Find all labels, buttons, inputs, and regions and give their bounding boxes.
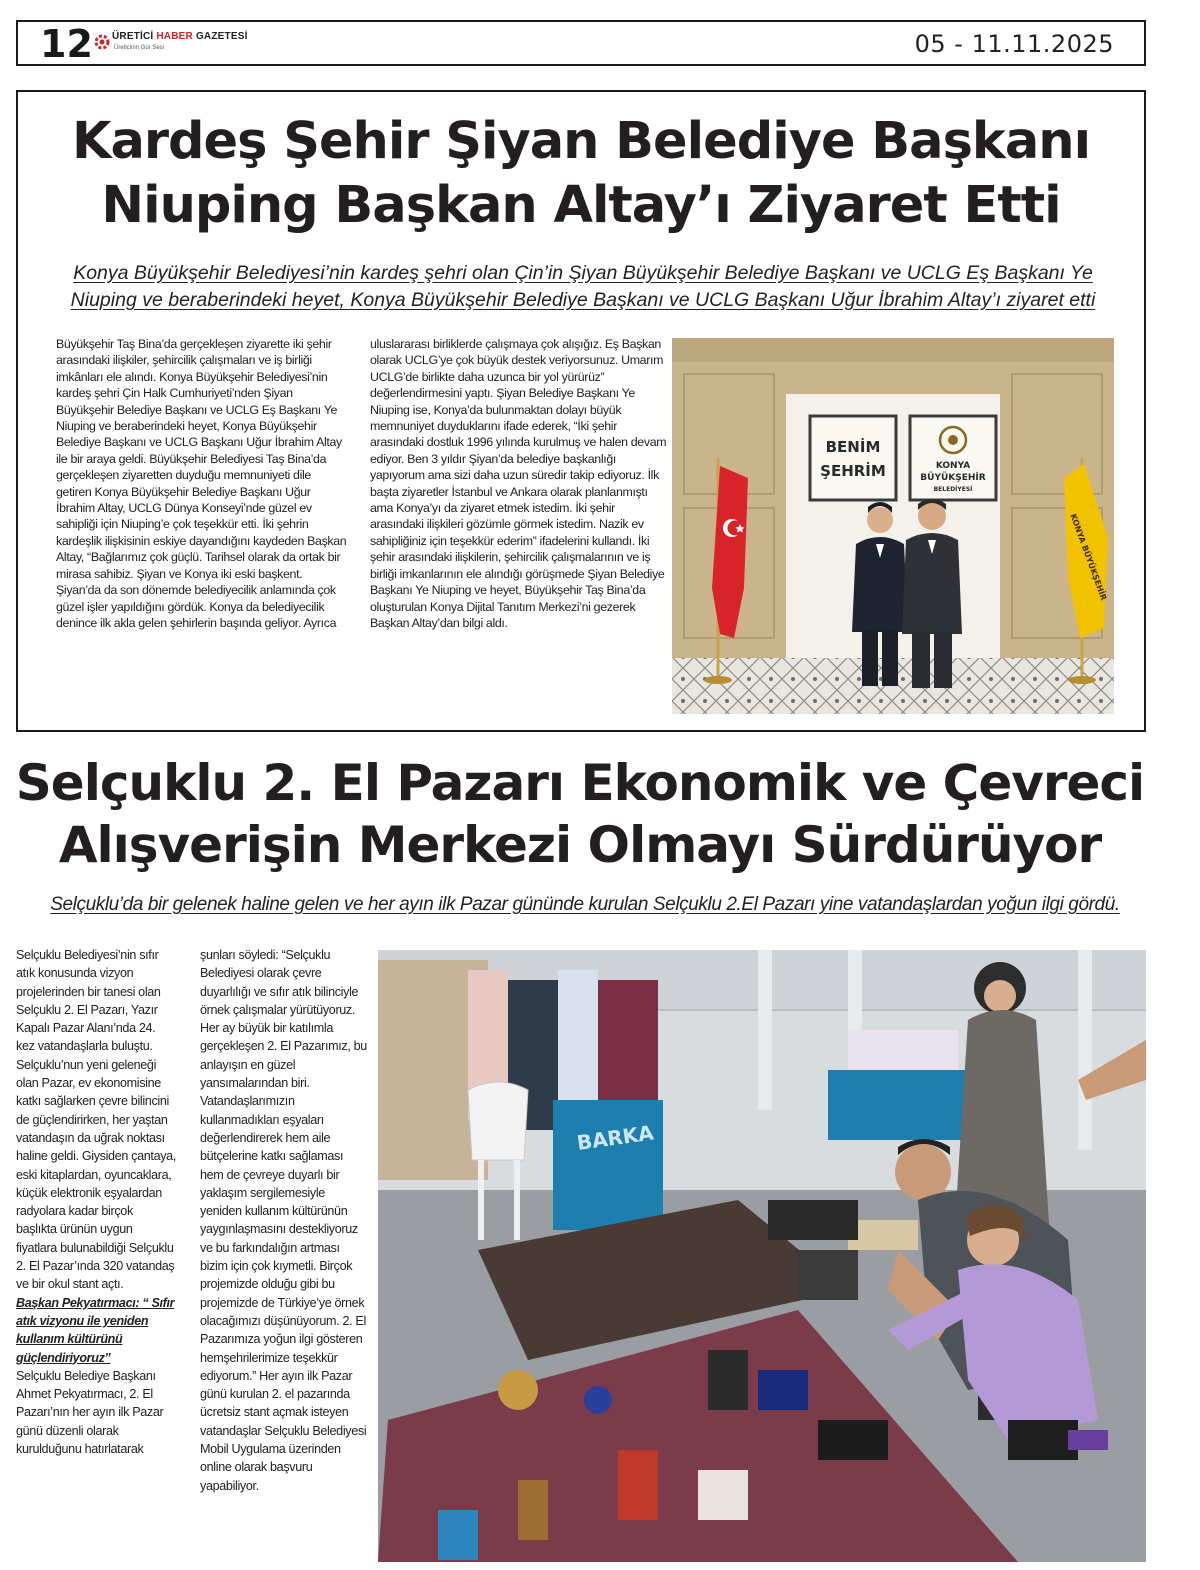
- sign-sehrim: ŞEHRİM: [820, 462, 886, 480]
- newspaper-logo: [92, 28, 248, 60]
- article-2-headline: Selçuklu 2. El Pazarı Ekonomik ve Çevreci Alışverişin Merkezi Olmayı Sürdürüyor: [15, 754, 1145, 874]
- article-2-subhead: Başkan Pekyatırmacı: “ Sıfır atık vizyonu ile yeniden kullanım kültürünü güçlendiriyoruz”: [16, 1295, 175, 1365]
- article-1-box: [16, 90, 1146, 732]
- article-2-lead: Selçuklu’da bir gelenek haline gelen ve her ayın ilk Pazar gününde kurulan Selçuklu 2.El Pazarı yine vatandaşlardan yoğun ilgi gördü.: [50, 894, 1120, 915]
- logo-title: ÜRETİCİ HABER GAZETESİ: [112, 31, 248, 42]
- sign-benim: BENİM: [825, 438, 881, 456]
- logo-tagline: Üreticinin Gür Sesi: [114, 45, 165, 51]
- banner-barka: BARKA: [575, 1120, 656, 1155]
- sign-buyuksehir: BÜYÜKŞEHİR: [920, 473, 986, 483]
- page-number: 12: [40, 22, 93, 66]
- article-2-column-1: [16, 946, 176, 1458]
- article-1-column-2: uluslararası birliklerde çalışmaya çok alışığız. Eş Başkan olarak UCLG’ye çok büyük destek veriyorsunuz. Umarım UCLG’de birlikte daha uzunca bir yol yürürüz” değerlendirmesini yaptı. Şiyan Belediye Başkanı Ye Niuping ise, Konya’da bulunmaktan dolayı büyük memnuniyet duyduklarını ifade ederek, “İki şehir arasındaki dostluk 1996 yılında kurulmuş ve halen devam ediyor. Ben 3 yıldır Şiyan’da belediye başkanlığı yapıyorum ama sizi daha uzun süredir takip ediyoruz. İlk başta ziyaretler İstanbul ve Ankara olarak planlanmıştı ama Konya’yı da ziyaret etmek istedim. İki şehir arasındaki ilişkileri gözümle görmek istedim. Nazik ev sahipliğiniz için teşekkür ederim” ifadelerini kullandı. İki şehir arasındaki ilişkilerin, şehircilik çalışmalarının ve iş birliği imkanlarının ele alındığı görüşmede Şiyan Belediye Başkanı Ye Niuping ve heyet, Büyükşehir Taş Bina’da oluşturulan Konya Dijital Tanıtım Merkezi’ni gezerek Başkan Altay’dan bilgi aldı.: [370, 337, 667, 630]
- article-2-body-2: Selçuklu Belediye Başkanı Ahmet Pekyatırmacı, 2. El Pazarı’nın her ayın ilk Pazar günü düzenli olarak kurulduğunu hatırlatarak: [16, 1368, 164, 1457]
- sign-belediyesi: BELEDİYESİ: [933, 486, 973, 493]
- flag-text: KONYA BÜYÜKŞEHİR: [1068, 512, 1109, 602]
- issue-date: 05 - 11.11.2025: [914, 30, 1114, 58]
- article-1-photo: [672, 338, 1114, 714]
- article-1-column-1: Büyükşehir Taş Bina’da gerçekleşen ziyarette iki şehir arasındaki ilişkiler, şehircilik çalışmaları ve iş birliği imkânları ele alındı. Konya Büyükşehir Belediyesi’nin kardeş şehri Çin Halk Cumhuriyeti’nden Şiyan Büyükşehir Belediye Başkanı ve UCLG Eş Başkanı Ye Niuping ve beraberindeki heyet, Konya Büyükşehir Belediye Başkanı ve UCLG Başkanı Uğur İbrahim Altay ile bir araya geldi. Büyükşehir Belediyesi Taş Bina’da gerçekleşen ziyaretten duyduğu memnuniyeti dile getiren Konya Büyükşehir Belediye Başkanı Uğur İbrahim Altay, UCLG Dünya Konseyi’nde güzel ev sahipliği için Niuping’e çok teşekkür etti. İki şehrin kardeşlik ilişkisinin eskiye dayandığını kaydeden Başkan Altay, “Bağlarımız çok güçlü. Tarihsel olarak da ortak bir mirasa sahibiz. Şiyan ve Konya iki eski başkent. Şiyan’da da son dönemde belediyecilik anlamında çok güzel işler yapıldığını gördük. Konya da belediyecilik denince ilk akla gelen şehirlerin başında geliyor. Ayrıca: [56, 337, 347, 630]
- article-2-photo: [378, 950, 1146, 1562]
- article-2-column-2: şunları söyledi: “Selçuklu Belediyesi olarak çevre duyarlılığı ve sıfır atık bilinciyle örnek çalışmalar yürütüyoruz. Her ay büyük bir katılımla gerçekleşen 2. El Pazarımız, bu anlayışın en güzel yansımalarından biri. Vatandaşlarımızın kullanmadıkları eşyaları değerlendirerek hem aile bütçelerine katkı sağlaması hem de çevreye duyarlı bir yaklaşım sergilemesiyle yeniden kullanım kültürünün yaygınlaşmasını destekliyoruz ve bu farkındalığın artması bizim için çok kıymetli. Birçok projemizde olduğu gibi bu projemizde de Türkiye’ye örnek olacağımızı düşünüyorum. 2. El Pazarımıza yoğun ilgi gösteren hemşehrilerimize teşekkür ediyorum.” Her ayın ilk Pazar günü kurulan 2. el pazarında ücretsiz stant açmak isteyen vatandaşlar Selçuklu Belediyesi Mobil Uygulama üzerinden online olarak başvuru yapabiliyor.: [200, 948, 367, 1493]
- page-header: [16, 20, 1146, 66]
- article-1-headline: Kardeş Şehir Şiyan Belediye Başkanı Niuping Başkan Altay’ı Ziyaret Etti: [71, 112, 1091, 235]
- gear-icon: [92, 32, 112, 52]
- article-2-body-1: Selçuklu Belediyesi’nin sıfır atık konusunda vizyon projelerinden bir tanesi olan Selçuklu 2. El Pazarı, Yazır Kapalı Pazar Alanı’nda 24. kez vatandaşlarla buluştu. Selçuklu’nun yeni geleneği olan Pazar, ev ekonomisine katkı sağlarken çevre bilincini de güçlendirirken, her yaştan vatandaşın da uğrak noktası haline geldi. Giysiden çantaya, eski kitaplardan, oyuncaklara, küçük elektronik eşyalardan radyolara kadar birçok başlıkta ürünün uygun fiyatlara bulunabildiği Selçuklu 2. El Pazar’ında 320 vatandaş ve bir okul stant açtı.: [16, 948, 176, 1292]
- article-1-lead: Konya Büyükşehir Belediyesi’nin kardeş şehri olan Çin’in Şiyan Büyükşehir Belediye Başkanı ve UCLG Eş Başkanı Ye Niuping ve beraberindeki heyet, Konya Büyükşehir Belediye Başkanı ve UCLG Başkanı Uğur İbrahim Altay’ı ziyaret etti: [70, 262, 1096, 311]
- sign-konya: KONYA: [935, 461, 971, 471]
